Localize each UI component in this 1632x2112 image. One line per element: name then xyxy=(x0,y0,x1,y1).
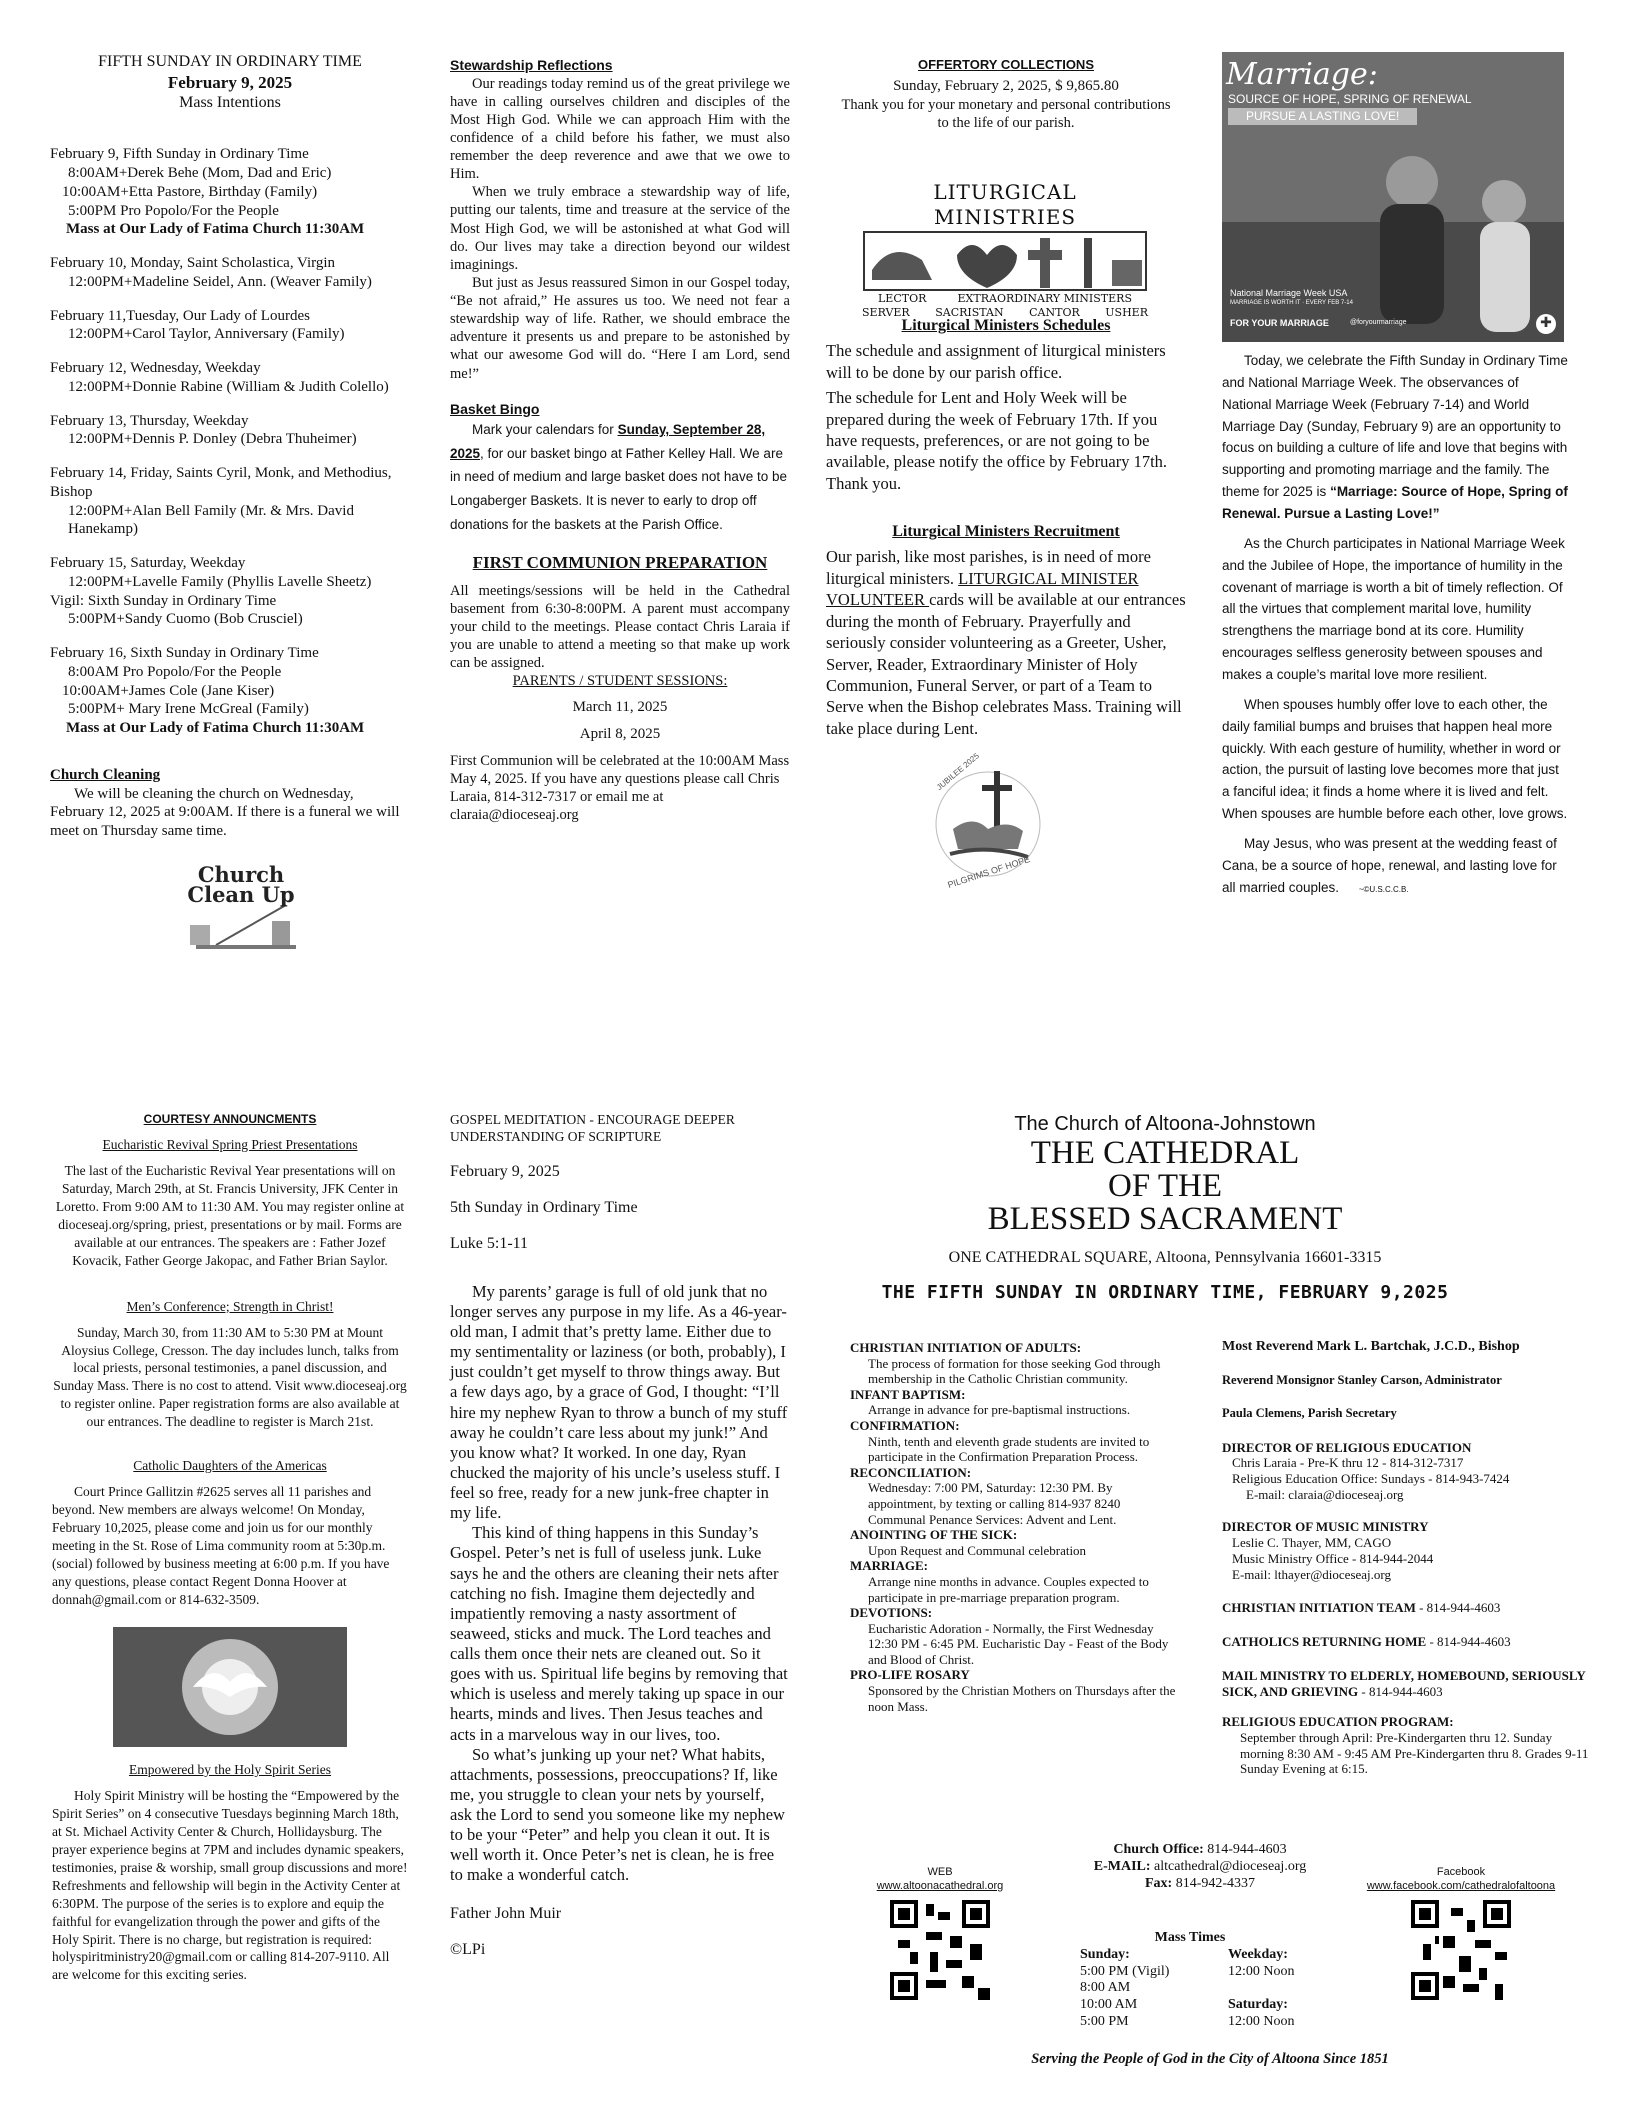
footer-tagline: Serving the People of God in the City of Altoona Since 1851 xyxy=(1031,2051,1389,2067)
cathedral-address: ONE CATHEDRAL SQUARE, Altoona, Pennsylvania 16601-3315 xyxy=(948,1249,1382,1266)
mail-ministry-line: MAIL MINISTRY TO ELDERLY, HOMEBOUND, SERIOUSLY SICK, AND GRIEVING - 814-944-4603 xyxy=(1222,1668,1586,1700)
gospel-para: My parents’ garage is full of old junk that no longer serves any purpose in my life. As a 46-year-old man, I admit that’s pretty lame. Either due to my sentimentality or laziness (or both, probably), I just couldn’t get myself to throw things away. But a few days ago, by a grace of God, I thought: “I’ll hire my nephew Ryan to throw a bunch of my stuff away he couldn’t care less about my junk!” And you know what? It worked. In one day, Ryan chucked the majority of his uncle’s useless stuff. I feel so free, ready for a new junk-free chapter in my life. xyxy=(450,1281,788,1523)
church-cleaning-heading: Church Cleaning xyxy=(50,766,161,783)
communion-body: All meetings/sessions will be held in the Cathedral basement from 6:30-8:00PM. A parent must accompany your child to the meetings. Please contact Chris Laraia if you are unable to attend a meeting so that make up work can be assigned. xyxy=(450,582,790,671)
session-date: April 8, 2025 xyxy=(579,726,661,742)
music-line: Leslie C. Thayer, MM, CAGO xyxy=(1232,1534,1392,1550)
facebook-qr-code-icon[interactable] xyxy=(1411,1900,1511,2000)
stewardship-para: When we truly embrace a stewardship way of life, putting our talents, time and treasure at the service of the Most High God, we will be astonished at what God will do. Our lives may take a direction beyond our wildest imaginings. xyxy=(450,184,790,273)
sacrament-text: Sponsored by the Christian Mothers on Thursdays after the noon Mass. xyxy=(868,1683,1176,1714)
marriage-handle: @foryourmarriage xyxy=(1350,319,1407,326)
courtesy-item-title: Catholic Daughters of the Americas xyxy=(133,1458,327,1474)
marriage-para: Today, we celebrate the Fifth Sunday in Ordinary Time and National Marriage Week. The observances of National Marriage Week (February 7-14) and World Marriage Day (Sunday, February 9) are an opportunity to focus on building a culture of life and love that begins with supporting and promoting marriage and the family. The theme for 2025 is “Marriage: Source of Hope, Spring of Renewal. Pursue a Lasting Love!” xyxy=(1222,353,1568,522)
sessions-heading: PARENTS / STUDENT SESSIONS: xyxy=(512,673,728,690)
gospel-copyright: ©LPi xyxy=(450,1940,486,1958)
gospel-para: This kind of thing happens in this Sunday’s Gospel. Peter’s net is full of useless junk. Luke says he and the others are cleaning their nets after catching no fish. Imagine them dejectedly and impatiently removing a nasty assortment of seaweed, sticks and muck. The Lord teaches and calls them once their nets are cleaned out. So it goes with us. Spiritual life begins by removing that which is useless and merely taking up space in our hearts, minds and lives. Then Jesus teaches and acts in a marvelous way in our lives, too. xyxy=(450,1523,788,1744)
lit-schedules-heading: Liturgical Ministers Schedules xyxy=(901,317,1111,335)
contact-block xyxy=(1040,1842,1360,1902)
intention-entry: February 14, Friday, Saints Cyril, Monk, and Methodius, Bishop 12:00PM+Alan Bell Family (Mr. & Mrs. David Hanekamp) xyxy=(50,465,392,538)
marriage-para: May Jesus, who was present at the wedding feast of Cana, be a source of hope, renewal, and lasting love for all married couples. ~©U.S.C.C.B. xyxy=(1222,836,1557,895)
intention-entry: February 10, Monday, Saint Scholastica, Virgin 12:00PM+Madeline Seidel, Ann. (Weaver Family) xyxy=(50,255,372,290)
cathedral-name-3: BLESSED SACRAMENT xyxy=(987,1201,1343,1237)
diocese-name: The Church of Altoona-Johnstown xyxy=(1014,1113,1316,1135)
basket-bingo-body: Mark your calendars for Sunday, September 28, 2025, for our basket bingo at Father Kelley Hall. We are in need of medium and large basket does not have to be Longaberger Baskets. It is never to early to drop off donations for the baskets at the Parish Office. xyxy=(450,422,787,532)
facebook-label: Facebook xyxy=(1436,1866,1486,1878)
intention-entry: February 15, Saturday, Weekday 12:00PM+Lavelle Family (Phyllis Lavelle Sheetz) Vigil: Sixth Sunday in Ordinary Time 5:00PM+Sandy Cuomo (Bob Crusciel) xyxy=(50,555,372,628)
web-link[interactable]: www.altoonacathedral.org xyxy=(876,1879,1004,1892)
sunday-times: Sunday: 5:00 PM (Vigil) 8:00 AM 10:00 AM 5:00 PM xyxy=(1080,1946,1170,2029)
liturgical-column xyxy=(826,57,1186,997)
dove-icon xyxy=(113,1627,347,1747)
sacrament-heading: INFANT BAPTISM: xyxy=(850,1386,966,1402)
clean-up-art-text: Church Clean Up xyxy=(187,861,295,907)
intention-entry: February 13, Thursday, Weekday 12:00PM+Dennis P. Donley (Debra Thuheimer) xyxy=(50,412,357,448)
church-office: Church Office: 814-944-4603 xyxy=(1113,1842,1287,1857)
jubilee-bottom-text: PILGRIMS OF HOPE xyxy=(946,854,1032,891)
church-fax: Fax: 814-942-4337 xyxy=(1144,1875,1256,1891)
weekday-times: Weekday: 12:00 Noon Saturday: 12:00 Noon xyxy=(1228,1946,1295,2030)
administrator: Reverend Monsignor Stanley Carson, Administrator xyxy=(1222,1373,1502,1388)
lit-logo-row1: LECTOR EXTRAORDINARY MINISTERS xyxy=(878,292,1132,306)
sacrament-heading: PRO-LIFE ROSARY xyxy=(850,1667,970,1683)
dre-line: Religious Education Office: Sundays - 814-943-7424 xyxy=(1232,1471,1510,1487)
sacrament-text: Arrange nine months in advance. Couples expected to participate in pre-marriage preparation program. xyxy=(868,1573,1149,1605)
rep-text: September through April: Pre-Kindergarten thru 12. Sunday morning 8:30 AM - 9:45 AM Pre-Kindergarten thru 8. Grades 9-11 Sunday Evening at 6:15. xyxy=(1240,1729,1589,1777)
mass-times xyxy=(1080,1930,1330,2040)
gospel-date: February 9, 2025 xyxy=(450,1162,560,1180)
marriage-week-image xyxy=(1222,52,1564,342)
lit-schedules-p1: The schedule and assignment of liturgical ministers will to be done by our parish office. xyxy=(826,341,1166,382)
music-heading: DIRECTOR OF MUSIC MINISTRY xyxy=(1222,1519,1429,1535)
rep-heading: RELIGIOUS EDUCATION PROGRAM: xyxy=(1222,1713,1454,1729)
spirit-title: Empowered by the Holy Spirit Series xyxy=(128,1761,332,1777)
marriage-foot1: National Marriage Week USA xyxy=(1230,288,1348,298)
stewardship-para: Our readings today remind us of the great privilege we have in calling ourselves children and disciples of the Most High God. While we can approach Him with the confidence of a child before his father, we must also remember the deep reverence and awe that we owe to Him. xyxy=(450,75,790,183)
church-cleaning-body: We will be cleaning the church on Wednesday, February 12, 2025 at 9:00AM. If there is a funeral we will meet on Thursday same time. xyxy=(50,785,400,839)
communion-closing: First Communion will be celebrated at the 10:00AM Mass May 4, 2025. If you have any questions please call Chris Laraia, 814-312-7317 or email me at claraia@dioceseaj.org xyxy=(450,752,790,824)
gospel-para: So what’s junking up your net? What habits, attachments, possessions, preoccupations? If, like me, you struggle to clean your nets by yourself, ask the Lord to send you someone like my nephew to be your “Peter” and help you clean it out. It is well worth it. Once Peter’s net is clean, he is free to make a wonderful catch. xyxy=(450,1744,785,1885)
usccb-cross-icon: ✚ xyxy=(1536,314,1556,334)
secretary: Paula Clemens, Parish Secretary xyxy=(1222,1406,1397,1421)
offertory-amount: Sunday, February 2, 2025, $ 9,865.80 xyxy=(893,78,1119,95)
communion-heading: FIRST COMMUNION PREPARATION xyxy=(472,553,768,573)
liturgical-ministries-logo xyxy=(862,180,1148,319)
marriage-text xyxy=(1222,350,1574,899)
lit-recruit-heading: Liturgical Ministers Recruitment xyxy=(892,523,1120,541)
web-qr-code-icon[interactable] xyxy=(890,1900,990,2000)
gospel-column xyxy=(450,1112,790,2072)
sacrament-text: The process of formation for those seeking God through membership in the Catholic Christian community. xyxy=(868,1355,1161,1387)
sacrament-heading: CONFIRMATION: xyxy=(850,1417,960,1433)
mass-date: February 9, 2025 xyxy=(167,73,293,92)
spirit-body: Holy Spirit Ministry will be hosting the “Empowered by the Spirit Series” on 4 consecutive Tuesdays beginning March 18th, at St. Michael Activity Center & Church, Hollidaysburg. The prayer experience begins at 7PM and includes dynamic speakers, testimonies, praise & worship, small group discussions and more! Refreshments and fellowship will begin in the Activity Center at 6:30PM. The purpose of the series is to explore and equip the faithful for evangelization through the power and gifts of the Holy Spirit. There is no charge, but registration is required: holyspiritministry20@gmail.com or calling 814-207-9110. All are welcome for this exciting series. xyxy=(52,1787,408,1983)
courtesy-item-body: The last of the Eucharistic Revival Year presentations will on Saturday, March 29th, at St. Francis University, JFK Center in Loretto. From 9:00 AM to 11:30 AM. You may register online at dioceseaj.org/spring, priest, presentations or by mail. Forms are available at our entrances. The speakers are : Father Jozef Kovacik, Father George Jakopac, and Father Brian Saylor. xyxy=(55,1162,405,1268)
marriage-para: When spouses humbly offer love to each other, the daily familial bumps and bruises that happen heal more quickly. With each gesture of humility, whether in word or action, the pursuit of lasting love becomes more that just a fanciful idea; it finds a home where it is lived and felt. When spouses are humble before each other, love grows. xyxy=(1222,696,1568,822)
sacrament-text: Upon Request and Communal celebration xyxy=(868,1542,1087,1558)
gospel-ref: Luke 5:1-11 xyxy=(450,1234,529,1252)
intention-entry: February 9, Fifth Sunday in Ordinary Time 8:00AM+Derek Behe (Mom, Dad and Eric) 10:00AM+Etta Pastore, Birthday (Family) 5:00PM Pro Popolo/For the People Mass at Our Lady of Fatima Church 11:30AM xyxy=(50,146,365,238)
dre-line: E-mail: claraia@dioceseaj.org xyxy=(1246,1487,1404,1503)
intention-entry: February 16, Sixth Sunday in Ordinary Time 8:00AM Pro Popolo/For the People 10:00AM+James Cole (Jane Kiser) 5:00PM+ Mary Irene McGreal (Family) Mass at Our Lady of Fatima Church 11:30AM xyxy=(50,645,365,736)
sacrament-heading: ANOINTING OF THE SICK: xyxy=(850,1527,1018,1543)
intention-entry: February 12, Wednesday, Weekday 12:00PM+Donnie Rabine (William & Judith Colello) xyxy=(50,360,389,395)
marriage-tag2: PURSUE A LASTING LOVE! xyxy=(1228,108,1417,125)
music-line: E-mail: lthayer@dioceseaj.org xyxy=(1232,1566,1392,1582)
stewardship-para: But just as Jesus reassured Simon in our Gospel today, “Be not afraid,” He assures us too. We need not fear a stewardship way of life. Rather, we should embrace the adventure it presents us and prepare to be astonished by what our awesome God will do. “Here I am Lord, send me!” xyxy=(450,274,790,382)
stewardship-column xyxy=(450,57,790,937)
lit-logo-title: LITURGICAL MINISTRIES xyxy=(933,180,1077,230)
jubilee-top-text: JUBILEE 2025 xyxy=(934,751,981,793)
sacrament-heading: CHRISTIAN INITIATION OF ADULTS: xyxy=(850,1340,1082,1355)
masthead xyxy=(830,1112,1590,1303)
holy-spirit-image xyxy=(113,1627,347,1747)
for-your-marriage-logo: FOR YOUR MARRIAGE xyxy=(1230,318,1329,328)
facebook-qr-block xyxy=(1350,1866,1572,2006)
courtesy-item-body: Court Prince Gallitzin #2625 serves all 11 parishes and beyond. New members are always welcome! On Monday, February 10,2025, please come and join us for our monthly meeting in the St. Rose of Lima community room at 5:30p.m. (social) followed by business meeting at 6:00 p.m. If you have any questions, please contact Regent Donna Hoover at donnah@gmail.com or 814-632-3509. xyxy=(52,1484,390,1607)
bishop: Most Reverend Mark L. Bartchak, J.C.D., Bishop xyxy=(1222,1339,1520,1354)
gospel-sunday: 5th Sunday in Ordinary Time xyxy=(450,1198,638,1216)
offertory-heading: OFFERTORY COLLECTIONS xyxy=(918,57,1094,72)
jubilee-logo xyxy=(928,751,1048,891)
cathedral-name-2: OF THE xyxy=(1108,1168,1222,1204)
marriage-foot2: MARRIAGE IS WORTH IT · EVERY FEB 7-14 xyxy=(1230,300,1353,306)
courtesy-item-title: Eucharistic Revival Spring Priest Presentations xyxy=(102,1136,358,1152)
sacrament-text: Arrange in advance for pre-baptismal instructions. xyxy=(868,1402,1131,1418)
music-line: Music Ministry Office - 814-944-2044 xyxy=(1232,1550,1434,1566)
lit-logo-row2: SERVER SACRISTAN CANTOR USHER xyxy=(862,306,1148,319)
bulletin-banner: THE FIFTH SUNDAY IN ORDINARY TIME, FEBRUARY 9,2025 xyxy=(881,1282,1449,1303)
marriage-column xyxy=(1222,52,1574,1002)
church-email: E-MAIL: altcathedral@dioceseaj.org xyxy=(1093,1858,1307,1874)
sacrament-text: Wednesday: 7:00 PM, Saturday: 12:30 PM. By appointment, by texting or calling 814-937 8240 Communal Penance Services: Advent and Lent. xyxy=(868,1480,1121,1527)
marriage-script: Marriage: xyxy=(1226,57,1378,92)
lit-schedules-p2: The schedule for Lent and Holy Week will be prepared during the week of February 17th. If you have requests, preferences, or are not going to be available, please notify the office by February 17th. Thank you. xyxy=(826,388,1168,493)
sacrament-text: Eucharistic Adoration - Normally, the First Wednesday 12:30 PM - 6:45 PM. Eucharistic Day - Feast of the Body and Blood of Christ. xyxy=(868,1620,1169,1667)
lit-recruit-body: Our parish, like most parishes, is in need of more liturgical ministers. LITURGICAL MINISTER VOLUNTEER cards will be available at our entrances during the month of February. Prayerfully and seriously consider volunteering as a Greeter, Usher, Server, Reader, Extraordinary Minister of Holy Communion, Funeral Server, or part of a Team to Serve when the Bishop celebrates Mass. Training will take place during Lent. xyxy=(826,547,1186,738)
marriage-para: As the Church participates in National Marriage Week and the Jubilee of Hope, the importance of humility in the covenant of marriage is worth a bit of timely reflection. Of all the virtues that complement marital love, humility strengthens the marriage bond at its core. Humility encourages selfless generosity between spouses and makes a couple’s marital love more resilient. xyxy=(1222,535,1565,683)
session-date: March 11, 2025 xyxy=(572,699,668,716)
offertory-thanks: Thank you for your monetary and personal contributions to the life of our parish. xyxy=(841,97,1171,132)
church-clean-up-clipart xyxy=(176,861,306,955)
dre-heading: DIRECTOR OF RELIGIOUS EDUCATION xyxy=(1222,1439,1472,1455)
gospel-heading: GOSPEL MEDITATION - ENCOURAGE DEEPER UNDERSTANDING OF SCRIPTURE xyxy=(450,1112,735,1144)
sacrament-text: Ninth, tenth and eleventh grade students are invited to participate in the Confirmation Preparation Process. xyxy=(868,1433,1150,1465)
mass-intentions xyxy=(50,52,410,952)
basket-bingo-heading: Basket Bingo xyxy=(450,400,540,417)
sacraments-column xyxy=(850,1340,1180,1820)
sacrament-heading: MARRIAGE: xyxy=(850,1558,928,1574)
cathedral-name-1: THE CATHEDRAL xyxy=(1030,1135,1300,1171)
web-qr-block xyxy=(860,1866,1020,2006)
mass-times-title: Mass Times xyxy=(1154,1930,1226,1945)
courtesy-heading: COURTESY ANNOUNCMENTS xyxy=(143,1112,317,1126)
stewardship-heading: Stewardship Reflections xyxy=(450,57,613,73)
web-label: WEB xyxy=(927,1866,953,1878)
courtesy-item-body: Sunday, March 30, from 11:30 AM to 5:30 PM at Mount Aloysius College, Cresson. The day includes lunch, talks from local priests, personal testimonies, a panel discussion, and Sunday Mass. There is no cost to attend. Visit www.dioceseaj.org to register online. Paper registration forms are also available at our entrances. The deadline to register is March 21st. xyxy=(53,1324,407,1430)
intention-entry: February 11,Tuesday, Our Lady of Lourdes 12:00PM+Carol Taylor, Anniversary (Family) xyxy=(50,307,345,343)
courtesy-column xyxy=(52,1112,408,2072)
sacrament-heading: DEVOTIONS: xyxy=(850,1605,933,1621)
crh-line: CATHOLICS RETURNING HOME - 814-944-4603 xyxy=(1222,1634,1511,1650)
sacrament-heading: RECONCILIATION: xyxy=(850,1464,972,1480)
ministries-emblem-icon xyxy=(862,230,1148,292)
gospel-sign: Father John Muir xyxy=(450,1904,562,1922)
mass-subtitle: Mass Intentions xyxy=(179,94,281,112)
marriage-tag1: SOURCE OF HOPE, SPRING OF RENEWAL xyxy=(1228,92,1472,106)
dre-line: Chris Laraia - Pre-K thru 12 - 814-312-7317 xyxy=(1232,1455,1464,1471)
courtesy-item-title: Men’s Conference; Strength in Christ! xyxy=(126,1298,334,1314)
facebook-link[interactable]: www.facebook.com/cathedralofaltoona xyxy=(1366,1879,1556,1892)
cit-line: CHRISTIAN INITIATION TEAM - 814-944-4603 xyxy=(1222,1600,1501,1616)
mass-title: FIFTH SUNDAY IN ORDINARY TIME xyxy=(98,53,362,70)
staff-column xyxy=(1222,1338,1590,1838)
